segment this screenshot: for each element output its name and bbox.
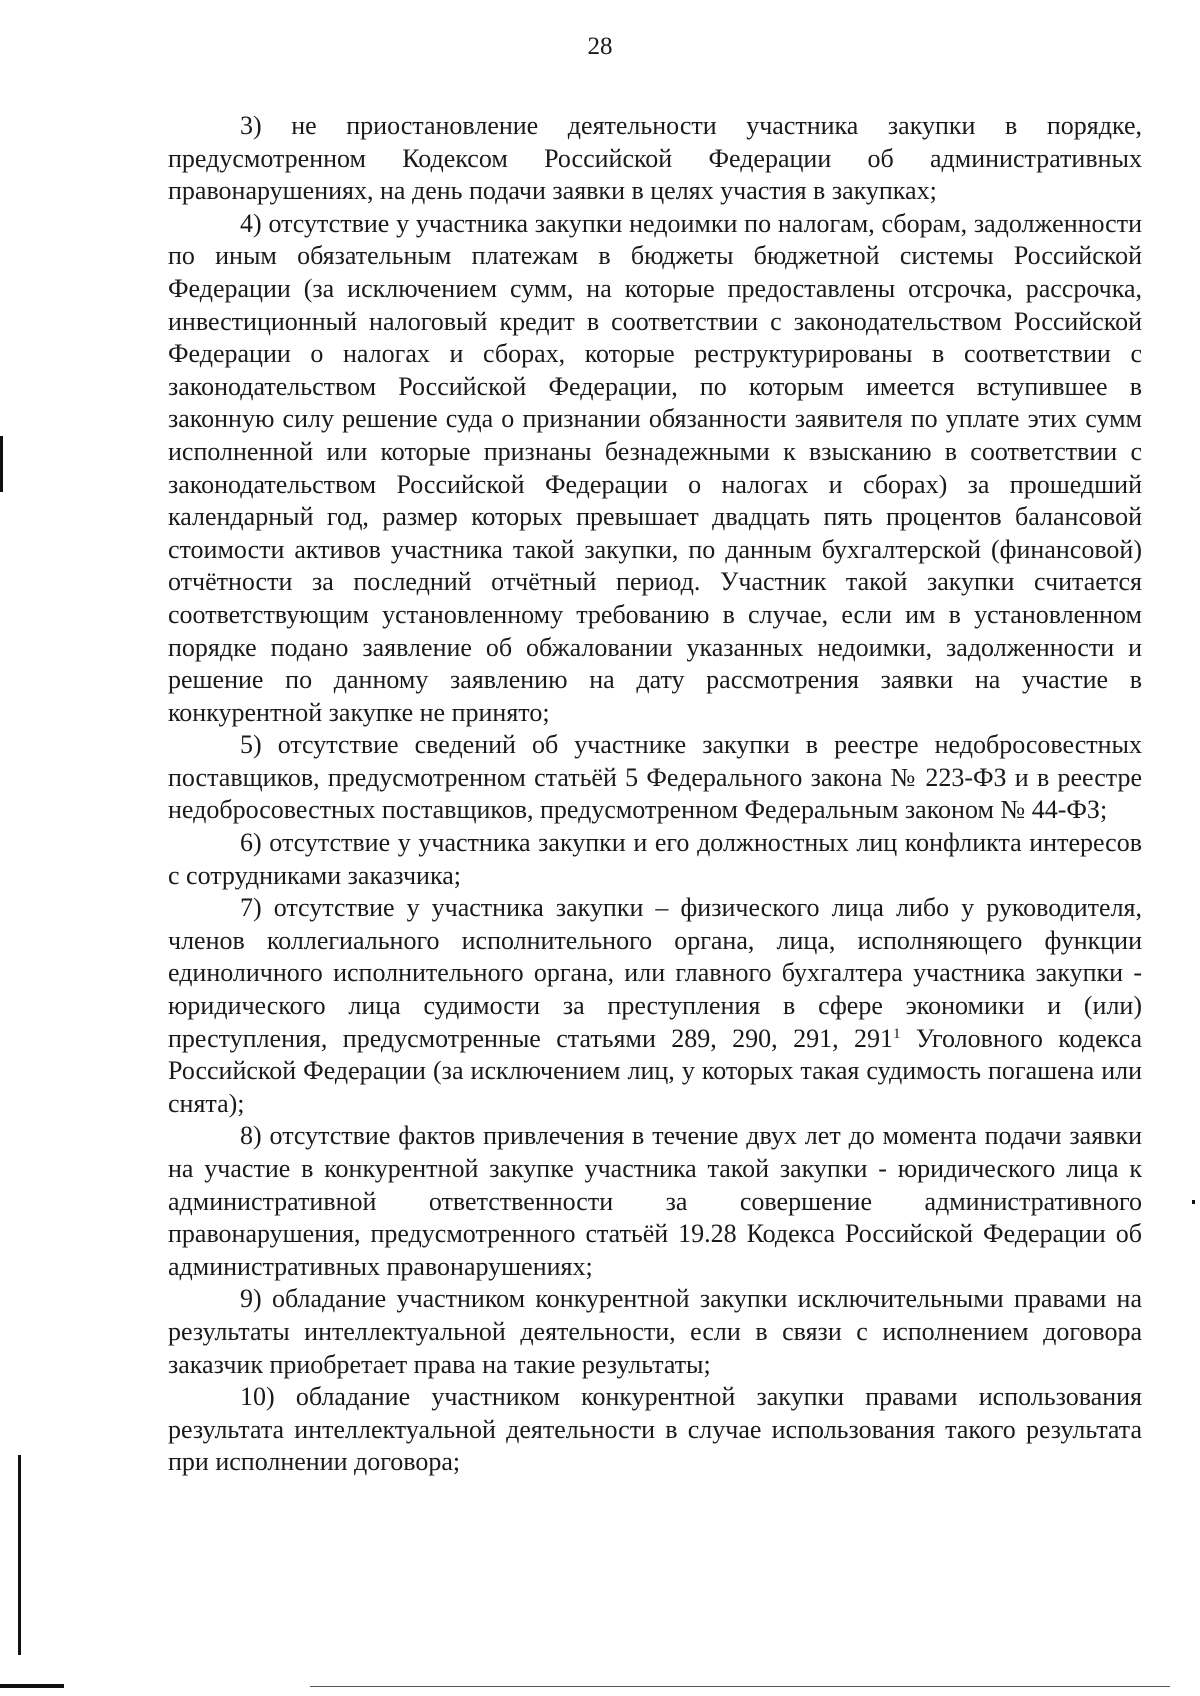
list-item-8: 8) отсутствие фактов привлечения в течение двух лет до момента подачи заявки на участие в конкурентной закупке участника такой закупки - юридического лица к административной ответственности за совершение административного правонарушения, предусмотренного статьёй 19.28 Кодекса Российской Федерации об административных правонарушениях; (168, 1121, 1142, 1281)
list-item-10: 10) обладание участником конкурентной закупки правами использования результата интеллектуальной деятельности в случае использования такого результата при исполнении договора; (168, 1382, 1142, 1477)
list-item-7-text-cont: Уголовного кодекса Российской Федерации (за исключением лиц, у которых такая судимость погашена или снята); (168, 1023, 1142, 1118)
list-item-9: 9) обладание участником конкурентной закупки исключительными правами на результаты интеллектуальной деятельности, если в связи с исполнением договора заказчик приобретает права на такие результаты; (168, 1284, 1142, 1379)
list-item-4: 4) отсутствие у участника закупки недоимки по налогам, сборам, задолженности по иным обязательным платежам в бюджеты бюджетной системы Российской Федерации (за исключением сумм, на которые предоставлены отсрочка, рассрочка, инвестиционный налоговый кредит в соответствии с законодательством Российской Федерации о налогах и сборах, которые реструктурированы в соответствии с законодательством Российской Федерации, по которым имеется вступившее в законную силу решение суда о признании обязанности заявителя по уплате этих сумм исполненной или которые признаны безнадежными к взысканию в соответствии с законодательством Российской Федерации о налогах и сборах) за прошедший календарный год, размер которых превышает двадцать пять процентов балансовой стоимости активов участника такой закупки, по данным бухгалтерской (финансовой) отчётности за последний отчётный период. Участник такой закупки считается соответствующим установленному требованию в случае, если им в установленном порядке подано заявление об обжаловании указанных недоимки, задолженности и решение по данному заявлению на дату рассмотрения заявки на участие в конкурентной закупке не принято; (168, 208, 1142, 727)
scan-corner-mark (0, 1684, 64, 1688)
scan-edge-mark-upper (0, 436, 3, 492)
scan-edge-mark-lower (18, 1455, 21, 1655)
document-body (168, 110, 1142, 1479)
article-superscript: 1 (892, 1025, 901, 1042)
list-item-3: 3) не приостановление деятельности участника закупки в порядке, предусмотренном Кодексом Российской Федерации об административных правонарушениях, на день подачи заявки в целях участия в закупках; (168, 111, 1142, 206)
scan-dot (1192, 1200, 1195, 1204)
list-item-5: 5) отсутствие сведений об участнике закупки в реестре недобросовестных поставщиков, предусмотренном статьёй 5 Федерального закона № 223-ФЗ и в реестре недобросовестных поставщиков, предусмотренном Федеральным законом № 44-ФЗ; (168, 730, 1142, 825)
list-item-6: 6) отсутствие у участника закупки и его должностных лиц конфликта интересов с сотрудниками заказчика; (168, 828, 1142, 890)
scan-bottom-line (310, 1686, 1170, 1687)
list-item-7-text: 7) отсутствие у участника закупки – физического лица либо у руководителя, членов коллегиального исполнительного органа, лица, исполняющего функции единоличного исполнительного органа, или главного бухгалтера участника закупки - юридического лица судимости за преступления в сфере экономики и (или) преступления, предусмотренные статьями 289, 290, 291, 291 (168, 893, 1142, 1053)
page-number: 28 (587, 33, 613, 60)
list-item-7 (168, 892, 1142, 1120)
